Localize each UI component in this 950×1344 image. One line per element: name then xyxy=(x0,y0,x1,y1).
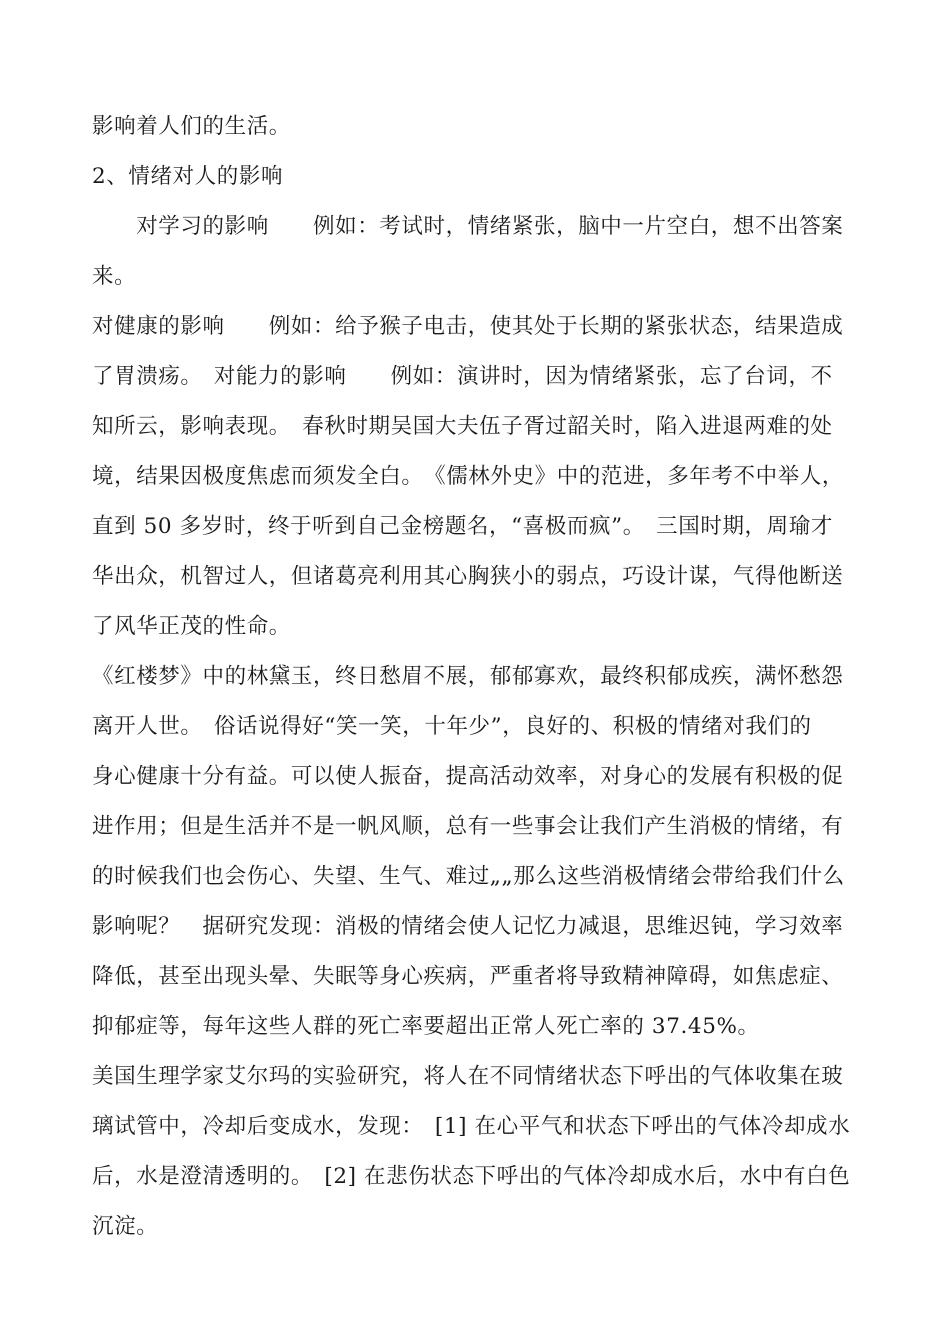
text-line: 境，结果因极度焦虑而须发全白。 《儒林外史》中的范进，多年考不中举人， xyxy=(92,464,845,489)
section-heading: 2、情绪对人的影响 xyxy=(92,164,284,189)
text-line: 美国生理学家艾尔玛的实验研究，将人在不同情绪状态下呼出的气体收集在玻 xyxy=(92,1064,844,1089)
text-line: 离开人世。 俗话说得好“笑一笑，十年少”，良好的、积极的情绪对我们的 xyxy=(92,714,812,739)
text-line: 对健康的影响 例如：给予猴子电击，使其处于长期的紧张状态，结果造成 xyxy=(92,314,844,339)
text-line: 知所云，影响表现。 春秋时期吴国大夫伍子胥过韶关时，陷入进退两难的处 xyxy=(92,414,833,439)
text-line: 影响着人们的生活。 xyxy=(92,114,291,139)
text-line: 来。 xyxy=(92,264,137,289)
text-line: 后，水是澄清透明的。 [2] 在悲伤状态下呼出的气体冷却成水后，水中有白色 xyxy=(92,1164,851,1189)
text-line: 进作用；但是生活并不是一帆风顺，总有一些事会让我们产生消极的情绪，有 xyxy=(92,814,844,839)
text-line: 华出众，机智过人，但诸葛亮利用其心胸狭小的弱点，巧设计谋，气得他断送 xyxy=(92,564,844,589)
text-line: 了胃溃疡。 对能力的影响 例如：演讲时，因为情绪紧张，忘了台词，不 xyxy=(92,364,833,389)
text-line: 对学习的影响 例如：考试时，情绪紧张，脑中一片空白，想不出答案 xyxy=(92,214,844,239)
text-line: 影响呢？ 据研究发现：消极的情绪会使人记忆力减退，思维迟钝，学习效率 xyxy=(92,914,844,939)
text-line: 身心健康十分有益。可以使人振奋，提高活动效率，对身心的发展有积极的促 xyxy=(92,764,844,789)
text-line: 了风华正茂的性命。 xyxy=(92,614,291,639)
text-line: 降低，甚至出现头晕、失眠等身心疾病，严重者将导致精神障碍，如焦虑症、 xyxy=(92,964,844,989)
text-line: 璃试管中，冷却后变成水，发现： [1] 在心平气和状态下呼出的气体冷却成水 xyxy=(92,1114,851,1139)
text-line: 《红楼梦》中的林黛玉，终日愁眉不展，郁郁寡欢，最终积郁成疾，满怀愁怨 xyxy=(92,664,844,689)
text-line: 沉淀。 xyxy=(92,1214,159,1239)
text-line: 直到 50 多岁时，终于听到自己金榜题名，“喜极而疯”。 三国时期，周瑜才 xyxy=(92,514,833,539)
text-line: 的时候我们也会伤心、失望、生气、难过„„那么这些消极情绪会带给我们什么 xyxy=(92,864,845,889)
text-line: 抑郁症等，每年这些人群的死亡率要超出正常人死亡率的 37.45%。 xyxy=(92,1014,760,1039)
